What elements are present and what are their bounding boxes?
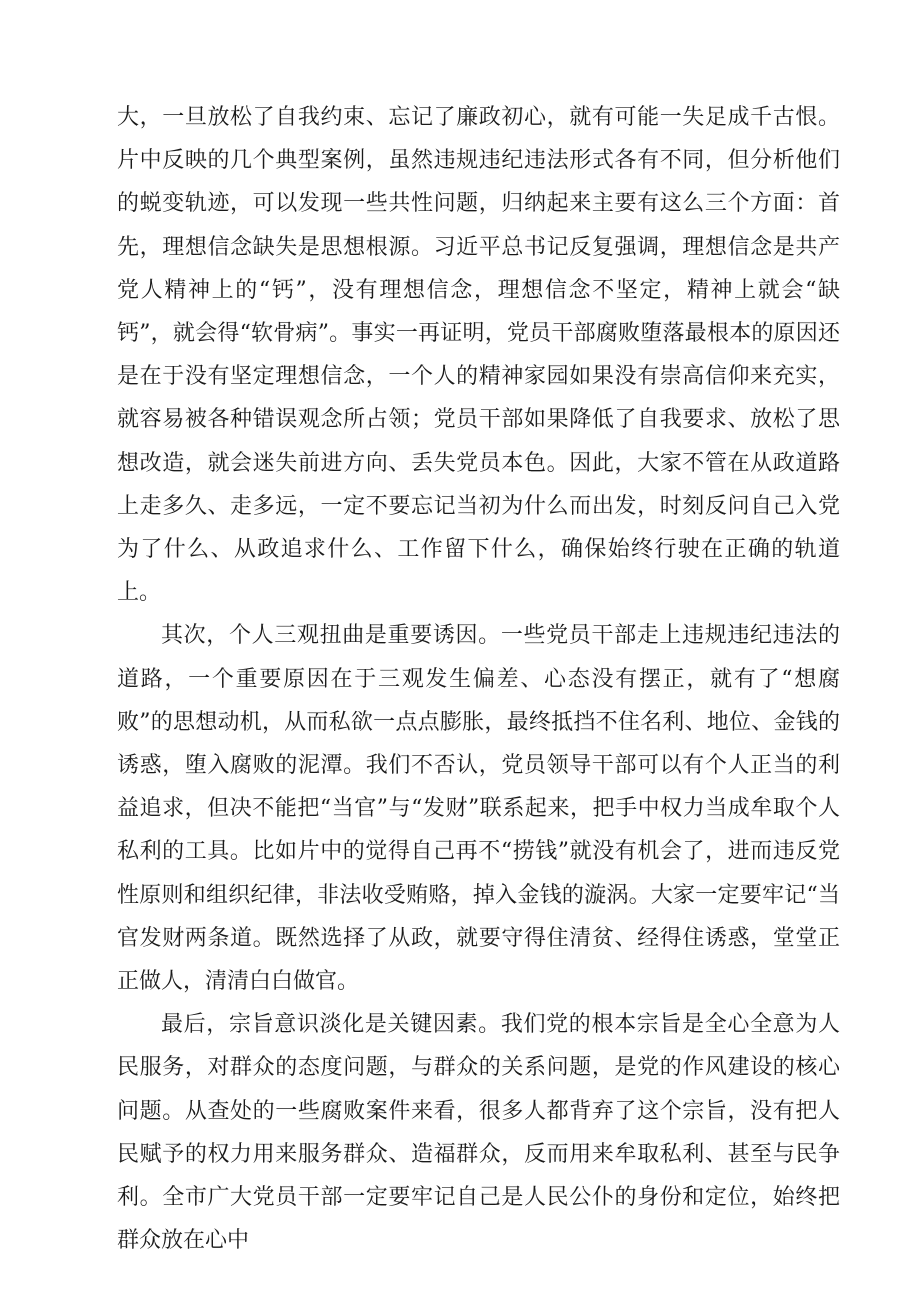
paragraph-second-point: 其次，个人三观扭曲是重要诱因。一些党员干部走上违规违纪违法的道路，一个重要原因在于三观发生偏差、心态没有摆正，就有了“想腐败”的思想动机，从而私欲一点点膨胀，最终抵挡不住名利、地位、金钱的诱惑，堕入腐败的泥潭。我们不否认，党员领导干部可以有个人正当的利益追求，但决不能把“当官”与“发财”联系起来，把手中权力当成牟取个人私利的工具。比如片中的觉得自己再不“捞钱”就没有机会了，进而违反党性原则和组织纪律，非法收受贿赂，掉入金钱的漩涡。大家一定要牢记“当官发财两条道。既然选择了从政，就要守得住清贫、经得住诱惑，堂堂正正做人，清清白白做官。 xyxy=(117,623,840,995)
paragraph-third-point: 最后，宗旨意识淡化是关键因素。我们党的根本宗旨是全心全意为人民服务，对群众的态度问题，与群众的关系问题，是党的作风建设的核心问题。从查处的一些腐败案件来看，很多人都背弃了这个宗旨，没有把人民赋予的权力用来服务群众、造福群众，反而用来牟取私利、甚至与民争利。全市广大党员干部一定要牢记自己是人民公仆的身份和定位，始终把群众放在心中 xyxy=(117,1012,840,1254)
document-body xyxy=(117,96,840,1262)
paragraph-continuation: 大，一旦放松了自我约束、忘记了廉政初心，就有可能一失足成千古恨。片中反映的几个典型案例，虽然违规违纪违法形式各有不同，但分析他们的蜕变轨迹，可以发现一些共性问题，归纳起来主要有这么三个方面：首先，理想信念缺失是思想根源。习近平总书记反复强调，理想信念是共产党人精神上的“钙”，没有理想信念，理想信念不坚定，精神上就会“缺钙”，就会得“软骨病”。事实一再证明，党员干部腐败堕落最根本的原因还是在于没有坚定理想信念，一个人的精神家园如果没有崇高信仰来充实，就容易被各种错误观念所占领；党员干部如果降低了自我要求、放松了思想改造，就会迷失前进方向、丢失党员本色。因此，大家不管在从政道路上走多久、走多远，一定不要忘记当初为什么而出发，时刻反问自己入党为了什么、从政追求什么、工作留下什么，确保始终行驶在正确的轨道上。 xyxy=(117,105,840,606)
